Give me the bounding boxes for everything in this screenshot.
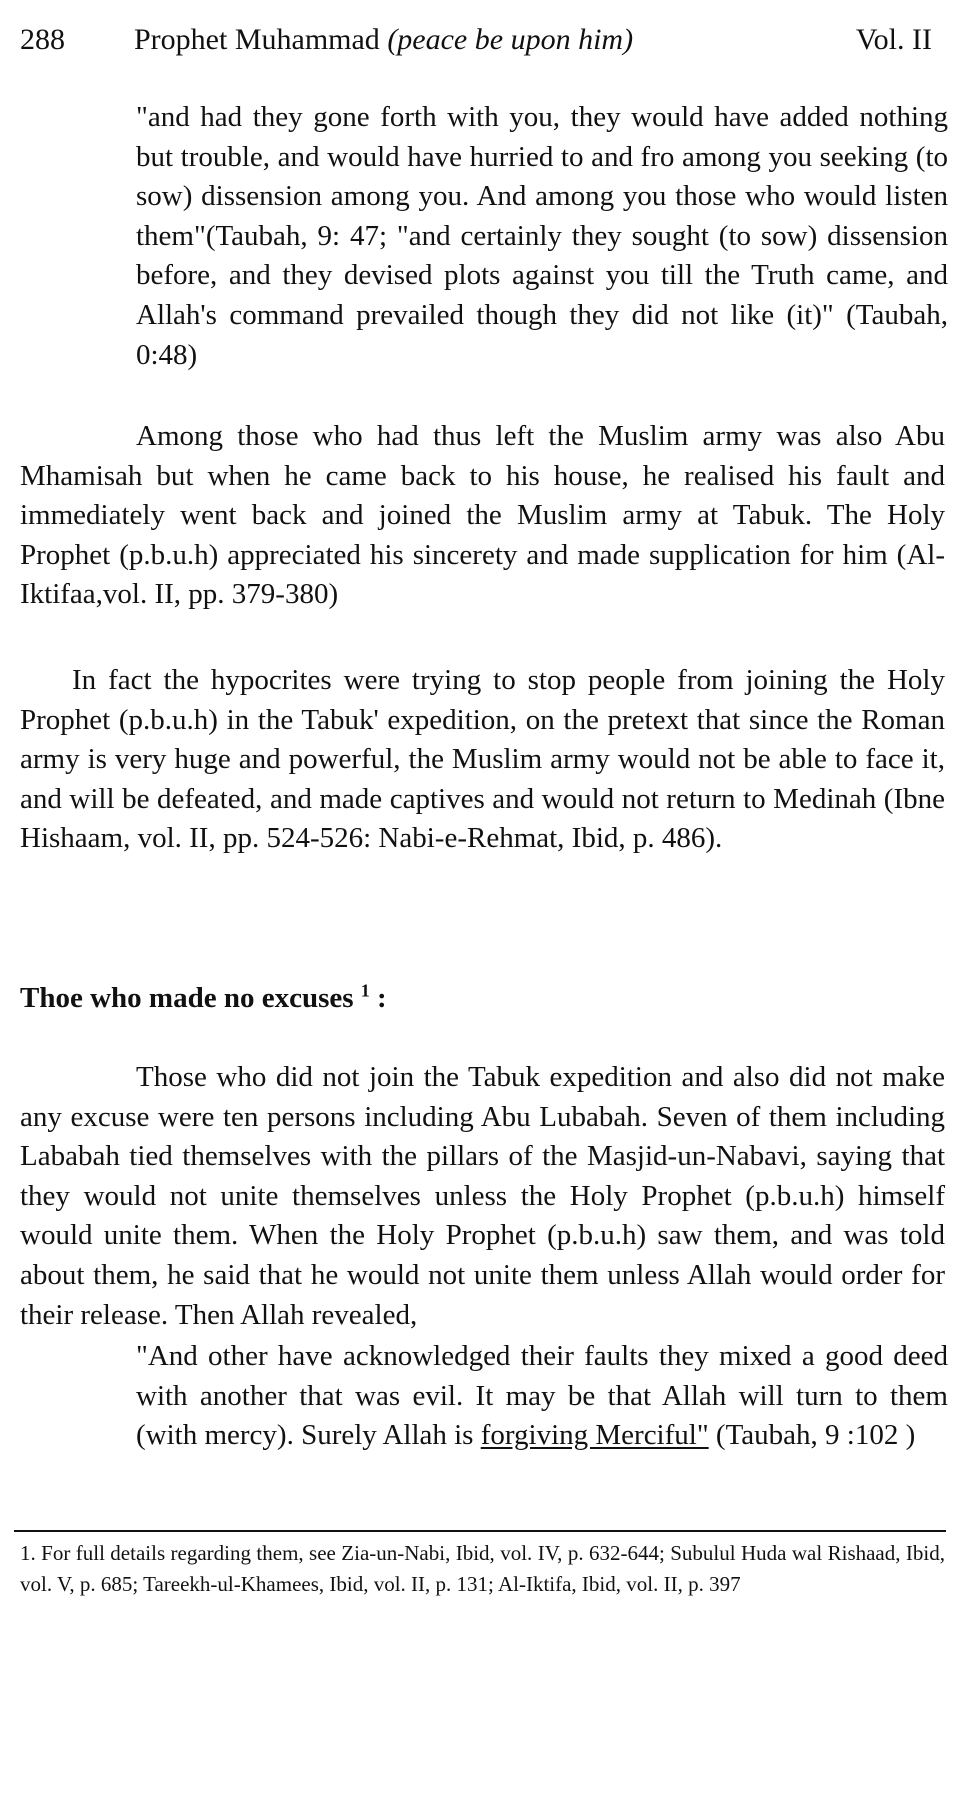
heading-text: Thoe who made no excuses <box>20 982 361 1014</box>
quote-underlined-text: forgiving Merciful" <box>480 1419 709 1452</box>
footnote-1: 1. For full details regarding them, see Zia-un-Nabi, Ibid, vol. IV, p. 632-644; Subulul Huda wal Rishaad, Ibid, vol. V, p. 685; Tareekh-ul-Khamees, Ibid, vol. II, p. 131; Al-Iktifa, Ibid, vol. II, p. 397 <box>20 1541 945 1596</box>
footnote-divider <box>14 1530 946 1532</box>
quote-citation: (Taubah, 9 :102 ) <box>708 1419 916 1452</box>
running-header <box>20 18 932 62</box>
volume-label: Vol. II <box>855 23 932 56</box>
paragraph-hypocrites: In fact the hypocrites were trying to stop people from joining the Holy Prophet (p.b.u.h) in the Tabuk' expedition, on the pretext that since the Roman army is very huge and powerful, the Muslim army would not be able to face it, and will be defeated, and made captives and would not return to Medinah (Ibne Hishaam, vol. II, pp. 524-526: Nabi-e-Rehmat, Ibid, p. 486). <box>20 664 945 855</box>
section-heading <box>20 978 387 1018</box>
quote-text: "And other have acknowledged their faults they mixed a good deed with another that was evil. It may be that Allah will turn to them (with mercy). Surely Allah is <box>136 1340 948 1452</box>
running-title-italic: (peace be upon him) <box>387 23 634 56</box>
running-title-main: Prophet Muhammad <box>134 23 388 56</box>
quran-quote-taubah-47-48: "and had they gone forth with you, they would have added nothing but trouble, and would have hurried to and fro among you seeking (to sow) dissension among you. And among you those who would listen them"(Taubah, 9: 47; "and certainly they sought (to sow) dissension before, and they devised plots against you till the Truth came, and Allah's command prevailed though they did not like (it)" (Taubah, 0:48) <box>136 101 948 371</box>
running-title <box>134 18 633 62</box>
quran-quote-taubah-102 <box>136 1337 948 1456</box>
paragraph-abu-mhamisah: Among those who had thus left the Muslim army was also Abu Mhamisah but when he came back to his house, he realised his fault and immediately went back and joined the Muslim army at Tabuk. The Holy Prophet (p.b.u.h) appreciated his sincerety and made supplication for him (Al-Iktifaa,vol. II, pp. 379-380) <box>20 420 945 611</box>
heading-suffix: : <box>369 982 387 1014</box>
footnote-reference: 1 <box>360 980 370 1001</box>
page-number: 288 <box>20 23 65 56</box>
paragraph-no-excuses: Those who did not join the Tabuk expedition and also did not make any excuse were ten persons including Abu Lubabah. Seven of them including Lababah tied themselves with the pillars of the Masjid-un-Nabavi, saying that they would not unite themselves unless the Holy Prophet (p.b.u.h) himself would unite them. When the Holy Prophet (p.b.u.h) saw them, and was told about them, he said that he would not unite them unless Allah would order for their release. Then Allah revealed, <box>20 1061 945 1331</box>
